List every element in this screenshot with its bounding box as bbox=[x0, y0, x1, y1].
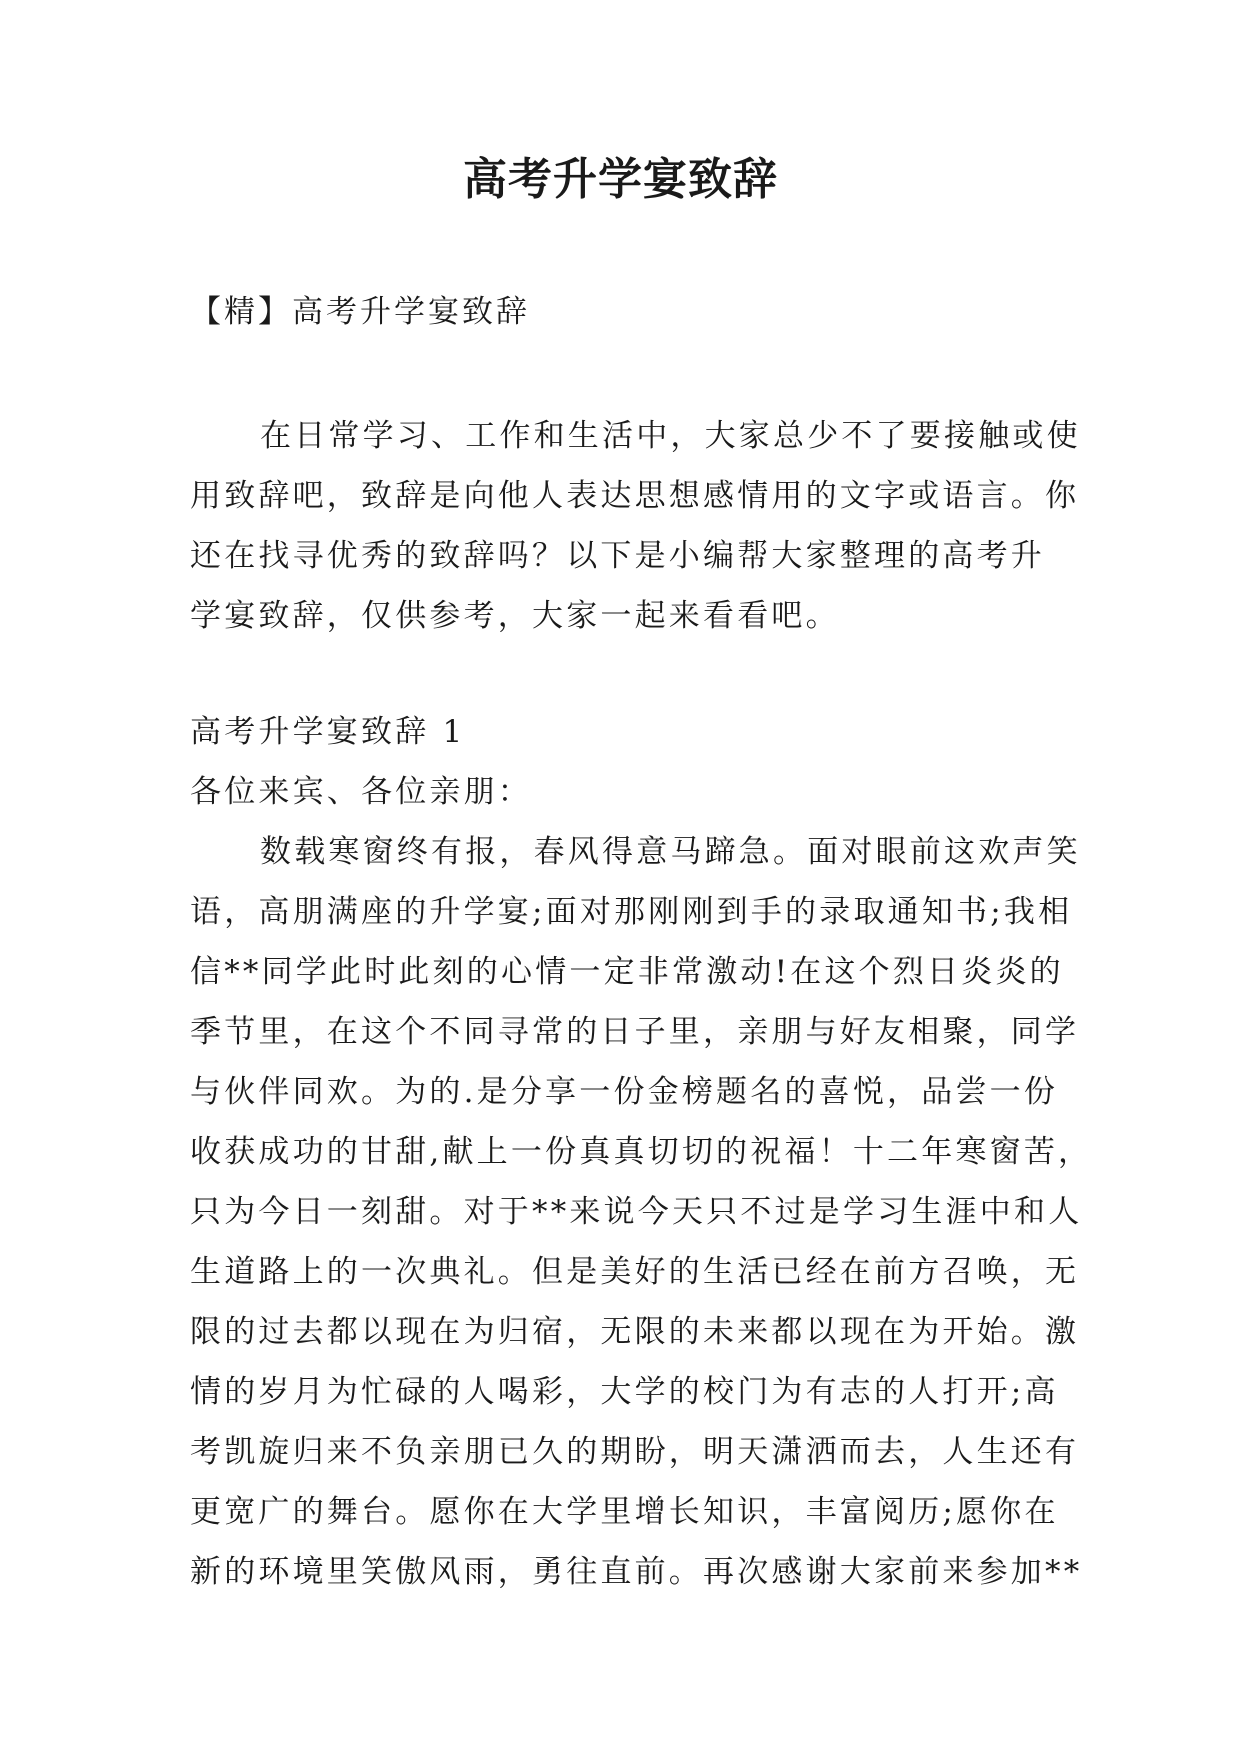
intro-line: 还在找寻优秀的致辞吗？以下是小编帮大家整理的高考升 bbox=[190, 538, 1045, 574]
intro-line: 用致辞吧，致辞是向他人表达思想感情用的文字或语言。你 bbox=[190, 478, 1080, 514]
speech-line: 只为今日一刻甜。对于**来说今天只不过是学习生涯中和人 bbox=[190, 1194, 1083, 1230]
document-subtitle: 【精】高考升学宴致辞 bbox=[190, 294, 530, 330]
document-title: 高考升学宴致辞 bbox=[463, 154, 778, 205]
speech-line: 更宽广的舞台。愿你在大学里增长知识，丰富阅历;愿你在 bbox=[190, 1494, 1059, 1530]
speech-line: 情的岁月为忙碌的人喝彩，大学的校门为有志的人打开;高 bbox=[190, 1374, 1059, 1410]
speech-line: 限的过去都以现在为归宿，无限的未来都以现在为开始。激 bbox=[190, 1314, 1080, 1350]
speech-line: 生道路上的一次典礼。但是美好的生活已经在前方召唤，无 bbox=[190, 1254, 1080, 1290]
section-heading: 高考升学宴致辞 1 bbox=[190, 714, 466, 750]
speech-line: 考凯旋归来不负亲朋已久的期盼，明天潇洒而去，人生还有 bbox=[190, 1434, 1080, 1470]
intro-line: 学宴致辞，仅供参考，大家一起来看看吧。 bbox=[190, 598, 840, 634]
speech-section bbox=[190, 702, 1093, 1602]
speech-line: 新的环境里笑傲风雨，勇往直前。再次感谢大家前来参加** bbox=[190, 1554, 1083, 1590]
speech-line: 信**同学此时此刻的心情一定非常激动!在这个烈日炎炎的 bbox=[190, 954, 1064, 990]
intro-paragraph bbox=[190, 406, 1081, 646]
speech-line: 语，高朋满座的升学宴;面对那刚刚到手的录取通知书;我相 bbox=[190, 894, 1073, 930]
salutation: 各位来宾、各位亲朋： bbox=[190, 774, 532, 810]
speech-line: 季节里，在这个不同寻常的日子里，亲朋与好友相聚，同学 bbox=[190, 1014, 1080, 1050]
speech-line: 收获成功的甘甜,献上一份真真切切的祝福！十二年寒窗苦， bbox=[190, 1134, 1093, 1170]
intro-line: 在日常学习、工作和生活中，大家总少不了要接触或使 bbox=[260, 418, 1081, 454]
speech-line: 与伙伴同欢。为的.是分享一份金榜题名的喜悦，品尝一份 bbox=[190, 1074, 1059, 1110]
speech-line: 数载寒窗终有报，春风得意马蹄急。面对眼前这欢声笑 bbox=[260, 834, 1081, 870]
